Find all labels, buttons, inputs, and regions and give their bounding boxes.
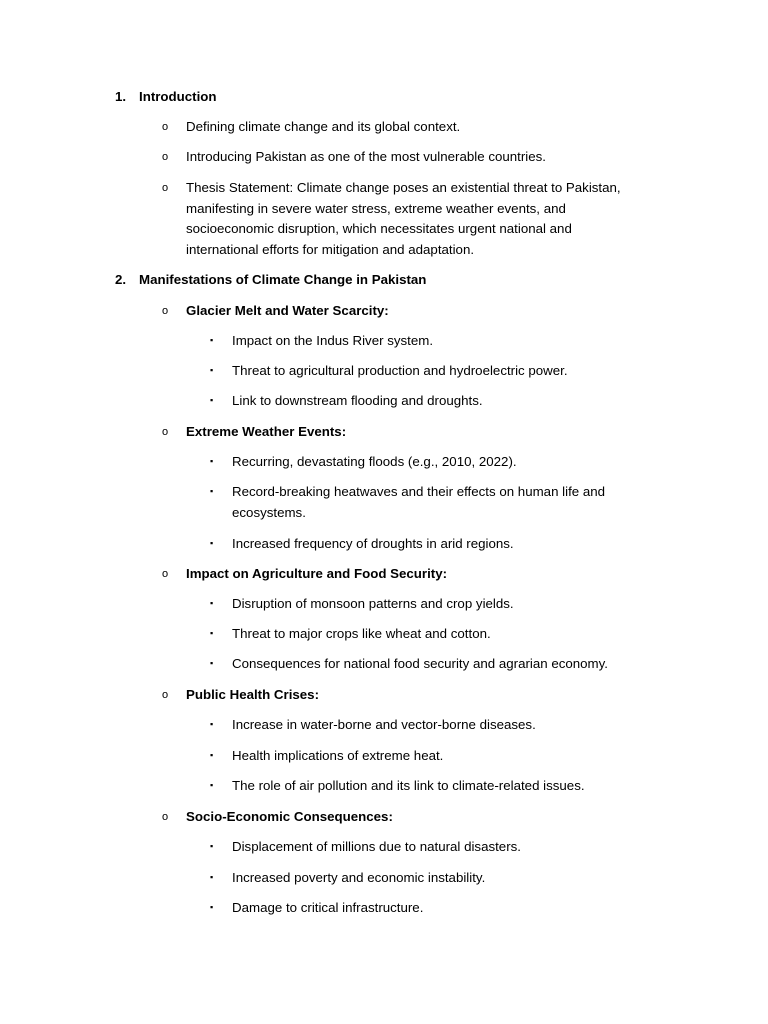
section-title: Manifestations of Climate Change in Pakistan [139, 272, 427, 287]
square-bullet: ▪ [210, 395, 214, 405]
list-item: Record-breaking heatwaves and their effects on human life and [232, 484, 606, 499]
list-item: Increase in water-borne and vector-borne diseases. [232, 717, 536, 732]
square-bullet: ▪ [210, 658, 214, 668]
square-bullet: ▪ [210, 335, 214, 345]
circle-bullet: o [162, 305, 169, 317]
list-item: Displacement of millions due to natural disasters. [232, 839, 521, 854]
circle-bullet: o [162, 182, 169, 194]
list-item: Threat to major crops like wheat and cotton. [232, 626, 491, 641]
circle-bullet: o [162, 811, 169, 823]
thesis-line: Thesis Statement: Climate change poses an existential threat to Pakistan, [186, 180, 621, 195]
square-bullet: ▪ [210, 598, 214, 608]
section-title: Introduction [139, 89, 217, 104]
square-bullet: ▪ [210, 872, 214, 882]
subsection-heading: Public Health Crises: [186, 687, 320, 702]
thesis-line: socioeconomic disruption, which necessitates urgent national and [186, 221, 572, 236]
circle-bullet: o [162, 426, 169, 438]
list-item: Damage to critical infrastructure. [232, 900, 424, 915]
list-item: Link to downstream flooding and droughts. [232, 393, 483, 408]
list-item: Increased poverty and economic instability. [232, 870, 486, 885]
circle-bullet: o [162, 568, 169, 580]
list-item: Consequences for national food security and agrarian economy. [232, 656, 608, 671]
circle-bullet: o [162, 689, 169, 701]
square-bullet: ▪ [210, 628, 214, 638]
thesis-line: international efforts for mitigation and adaptation. [186, 242, 475, 257]
list-item: Increased frequency of droughts in arid regions. [232, 536, 514, 551]
section-number: 1. [115, 89, 127, 104]
square-bullet: ▪ [210, 538, 214, 548]
list-item-continued: ecosystems. [232, 505, 306, 520]
circle-bullet: o [162, 151, 169, 163]
square-bullet: ▪ [210, 841, 214, 851]
square-bullet: ▪ [210, 902, 214, 912]
list-item: Recurring, devastating floods (e.g., 2010, 2022). [232, 454, 517, 469]
square-bullet: ▪ [210, 365, 214, 375]
list-item: Threat to agricultural production and hydroelectric power. [232, 363, 568, 378]
list-item: Disruption of monsoon patterns and crop yields. [232, 596, 514, 611]
square-bullet: ▪ [210, 750, 214, 760]
subsection-heading: Impact on Agriculture and Food Security: [186, 566, 448, 581]
square-bullet: ▪ [210, 719, 214, 729]
list-item: Introducing Pakistan as one of the most vulnerable countries. [186, 149, 546, 164]
circle-bullet: o [162, 121, 169, 133]
list-item: The role of air pollution and its link to climate-related issues. [232, 778, 585, 793]
subsection-heading: Extreme Weather Events: [186, 424, 347, 439]
square-bullet: ▪ [210, 456, 214, 466]
square-bullet: ▪ [210, 486, 214, 496]
square-bullet: ▪ [210, 780, 214, 790]
list-item: Defining climate change and its global context. [186, 119, 461, 134]
list-item: Impact on the Indus River system. [232, 333, 434, 348]
subsection-heading: Glacier Melt and Water Scarcity: [186, 303, 389, 318]
section-number: 2. [115, 272, 127, 287]
list-item: Health implications of extreme heat. [232, 748, 444, 763]
subsection-heading: Socio-Economic Consequences: [186, 809, 393, 824]
thesis-line: manifesting in severe water stress, extreme weather events, and [186, 201, 566, 216]
